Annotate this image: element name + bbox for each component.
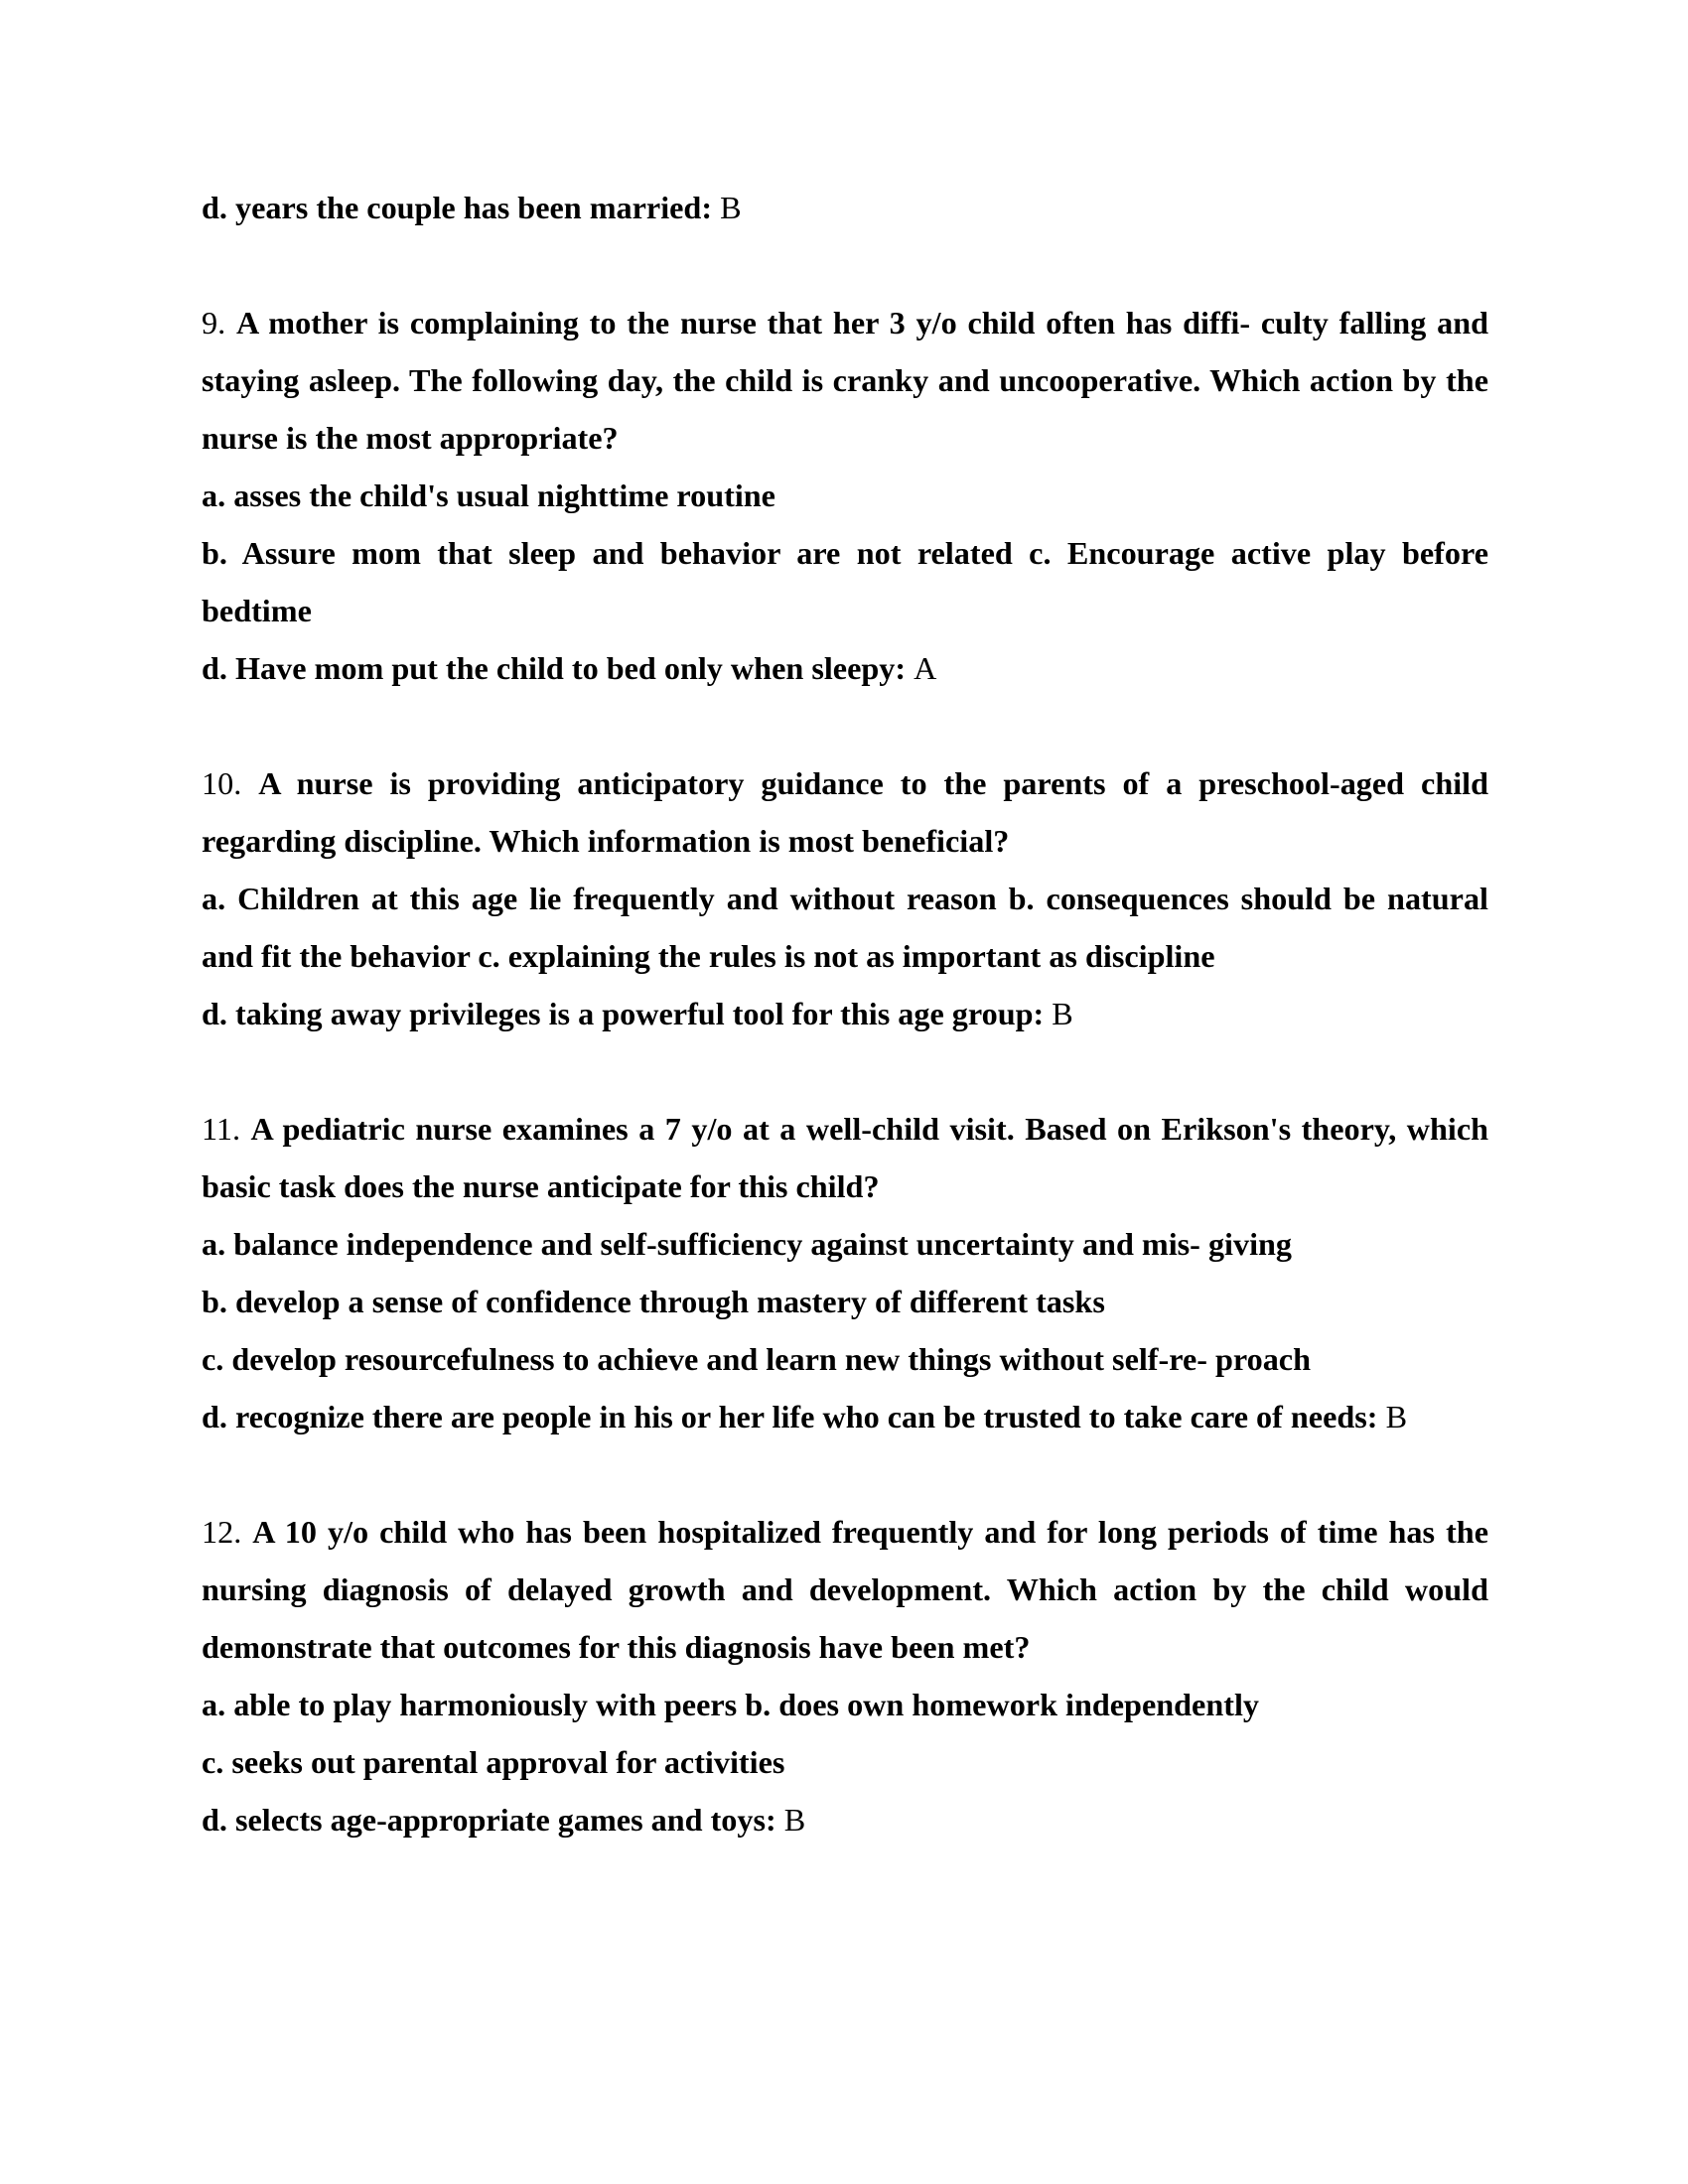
q11-option-c [202,1330,1488,1388]
q9-stem [202,294,1488,467]
q9-option-a-segment-0: a. asses the child's usual nighttime routine [202,478,775,513]
q12-option-d-with-answer-segment-0: d. selects age-appropriate games and toys: [202,1802,784,1838]
q11-option-d-with-answer-segment-0: d. recognize there are people in his or her life who can be trusted to take care of needs: [202,1399,1386,1434]
q11-stem-segment-1: A pediatric nurse examines a 7 y/o at a well-child visit. Based on Erikson's theory, which basic task does the nurse anticipate for this child? [202,1111,1489,1204]
q11-option-d-with-answer-segment-1: B [1385,1399,1408,1434]
q10-stem [202,754,1488,870]
q11-stem [202,1100,1488,1215]
q9-option-a [202,467,1488,524]
q9-option-d-with-answer [202,639,1488,697]
q12-stem [202,1503,1488,1676]
q12-stem-segment-0: 12. [202,1514,253,1550]
q8-answer-line-d-segment-1: B [720,190,742,225]
q9-option-d-with-answer-segment-0: d. Have mom put the child to bed only when sleepy: [202,650,914,686]
q10-option-d-with-answer [202,985,1488,1042]
q12-option-d-with-answer-segment-1: B [783,1802,806,1838]
q12-stem-segment-1: A 10 y/o child who has been hospitalized frequently and for long periods of time has the nursing diagnosis of delayed growth and development. Which action by the child would demonstrate that outcomes for this diagnosis have been met? [202,1514,1488,1665]
q10-options-a-b-c [202,870,1488,985]
q11-option-c-segment-0: c. develop resourcefulness to achieve and learn new things without self-re- proach [202,1341,1311,1377]
q12-option-c-segment-0: c. seeks out parental approval for activities [202,1744,785,1780]
q8-answer-line-d-segment-0: d. years the couple has been married: [202,190,721,225]
q11-stem-segment-0: 11. [202,1111,251,1147]
q11-option-b [202,1273,1488,1330]
q9-option-d-with-answer-segment-1: A [914,650,937,686]
q12-option-c [202,1733,1488,1791]
q9-options-b-c [202,524,1488,639]
q12-options-a-b-segment-0: a. able to play harmoniously with peers b. does own homework independently [202,1687,1259,1722]
q11-option-b-segment-0: b. develop a sense of confidence through mastery of different tasks [202,1284,1105,1319]
q12-option-d-with-answer [202,1791,1488,1848]
q9-stem-segment-1: A mother is complaining to the nurse that her 3 y/o child often has diffi- culty falling and staying asleep. The following day, the child is cranky and uncooperative. Which action by the nurse is the most appropriate? [202,305,1489,456]
q10-stem-segment-0: 10. [202,765,259,801]
q9-options-b-c-segment-0: b. Assure mom that sleep and behavior are not related c. Encourage active play before bedtime [202,535,1488,628]
q11-option-a-segment-0: a. balance independence and self-sufficiency against uncertainty and mis- giving [202,1226,1293,1262]
q10-stem-segment-1: A nurse is providing anticipatory guidance to the parents of a preschool-aged child regarding discipline. Which information is most beneficial? [202,765,1489,859]
q10-options-a-b-c-segment-0: a. Children at this age lie frequently and without reason b. consequences should be natural and fit the behavior c. explaining the rules is not as important as discipline [202,881,1488,974]
q8-answer-line-d [202,179,1488,236]
q12-options-a-b [202,1676,1488,1733]
q9-stem-segment-0: 9. [202,305,236,341]
q10-option-d-with-answer-segment-0: d. taking away privileges is a powerful tool for this age group: [202,996,1053,1031]
q11-option-a [202,1215,1488,1273]
q11-option-d-with-answer [202,1388,1488,1445]
q10-option-d-with-answer-segment-1: B [1052,996,1073,1031]
